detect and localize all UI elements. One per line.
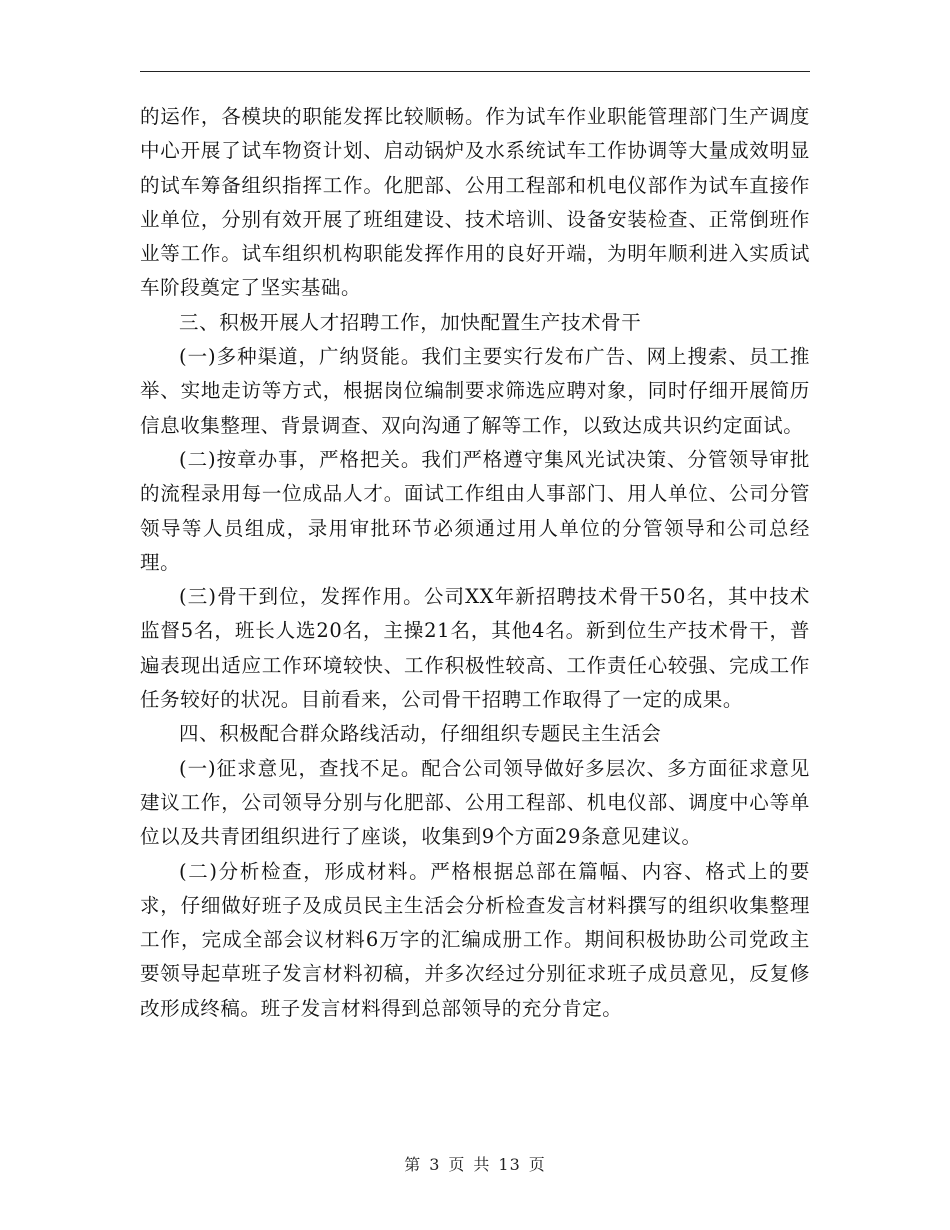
paragraph-3-3: (三)骨干到位，发挥作用。公司XX年新招聘技术骨干50名，其中技术监督5名，班长人选20名，主操21名，其他4名。新到位生产技术骨干，普遍表现出适应工作环境较快、工作积极性较高、工作责任心较强、完成工作任务较好的状况。目前看来，公司骨干招聘工作取得了一定的成果。 — [140, 585, 810, 712]
footer-suffix: 页 — [528, 1155, 546, 1174]
footer-page-number: 3 — [429, 1155, 441, 1174]
section-heading-4: 四、积极配合群众路线活动，仔细组织专题民主生活会 — [179, 722, 662, 746]
footer-prefix: 第 — [404, 1155, 422, 1174]
paragraph-3-1: (一)多种渠道，广纳贤能。我们主要实行发布广告、网上搜索、员工推举、实地走访等方式，根据岗位编制要求筛选应聘对象，同时仔细开展简历信息收集整理、背景调查、双向沟通了解等工作，以致达成共识约定面试。 — [140, 345, 810, 437]
paragraph-3-2: (二)按章办事，严格把关。我们严格遵守集风光试决策、分管领导审批的流程录用每一位成品人才。面试工作组由人事部门、用人单位、公司分管领导等人员组成，录用审批环节必须通过用人单位的分管领导和公司总经理。 — [140, 447, 810, 574]
footer-total-label: 共 — [473, 1155, 491, 1174]
header-rule — [140, 71, 810, 72]
paragraph-4-1: (一)征求意见，查找不足。配合公司领导做好多层次、多方面征求意见建议工作，公司领导分别与化肥部、公用工程部、机电仪部、调度中心等单位以及共青团组织进行了座谈，收集到9个方面29条意见建议。 — [140, 756, 810, 849]
paragraph-4-2: (二)分析检查，形成材料。严格根据总部在篇幅、内容、格式上的要求，仔细做好班子及成员民主生活会分析检查发言材料撰写的组织收集整理工作，完成全部会议材料6万字的汇编成册工作。期间积极协助公司党政主要领导起草班子发言材料初稿，并多次经过分别征求班子成员意见，反复修改形成终稿。班子发言材料得到总部领导的充分肯定。 — [140, 859, 810, 1020]
section-heading-3: 三、积极开展人才招聘工作，加快配置生产技术骨干 — [179, 310, 642, 334]
footer-page-label: 页 — [448, 1155, 466, 1174]
footer-total-pages: 13 — [498, 1155, 521, 1174]
document-body — [140, 100, 810, 1026]
paragraph-1: 的运作，各模块的职能发挥比较顺畅。作为试车作业职能管理部门生产调度中心开展了试车物资计划、启动锅炉及水系统试车工作协调等大量成效明显的试车筹备组织指挥工作。化肥部、公用工程部和机电仪部作为试车直接作业单位，分别有效开展了班组建设、技术培训、设备安装检查、正常倒班作业等工作。试车组织机构职能发挥作用的良好开端，为明年顺利进入实质试车阶段奠定了坚实基础。 — [140, 105, 810, 300]
page-footer — [0, 1152, 950, 1175]
